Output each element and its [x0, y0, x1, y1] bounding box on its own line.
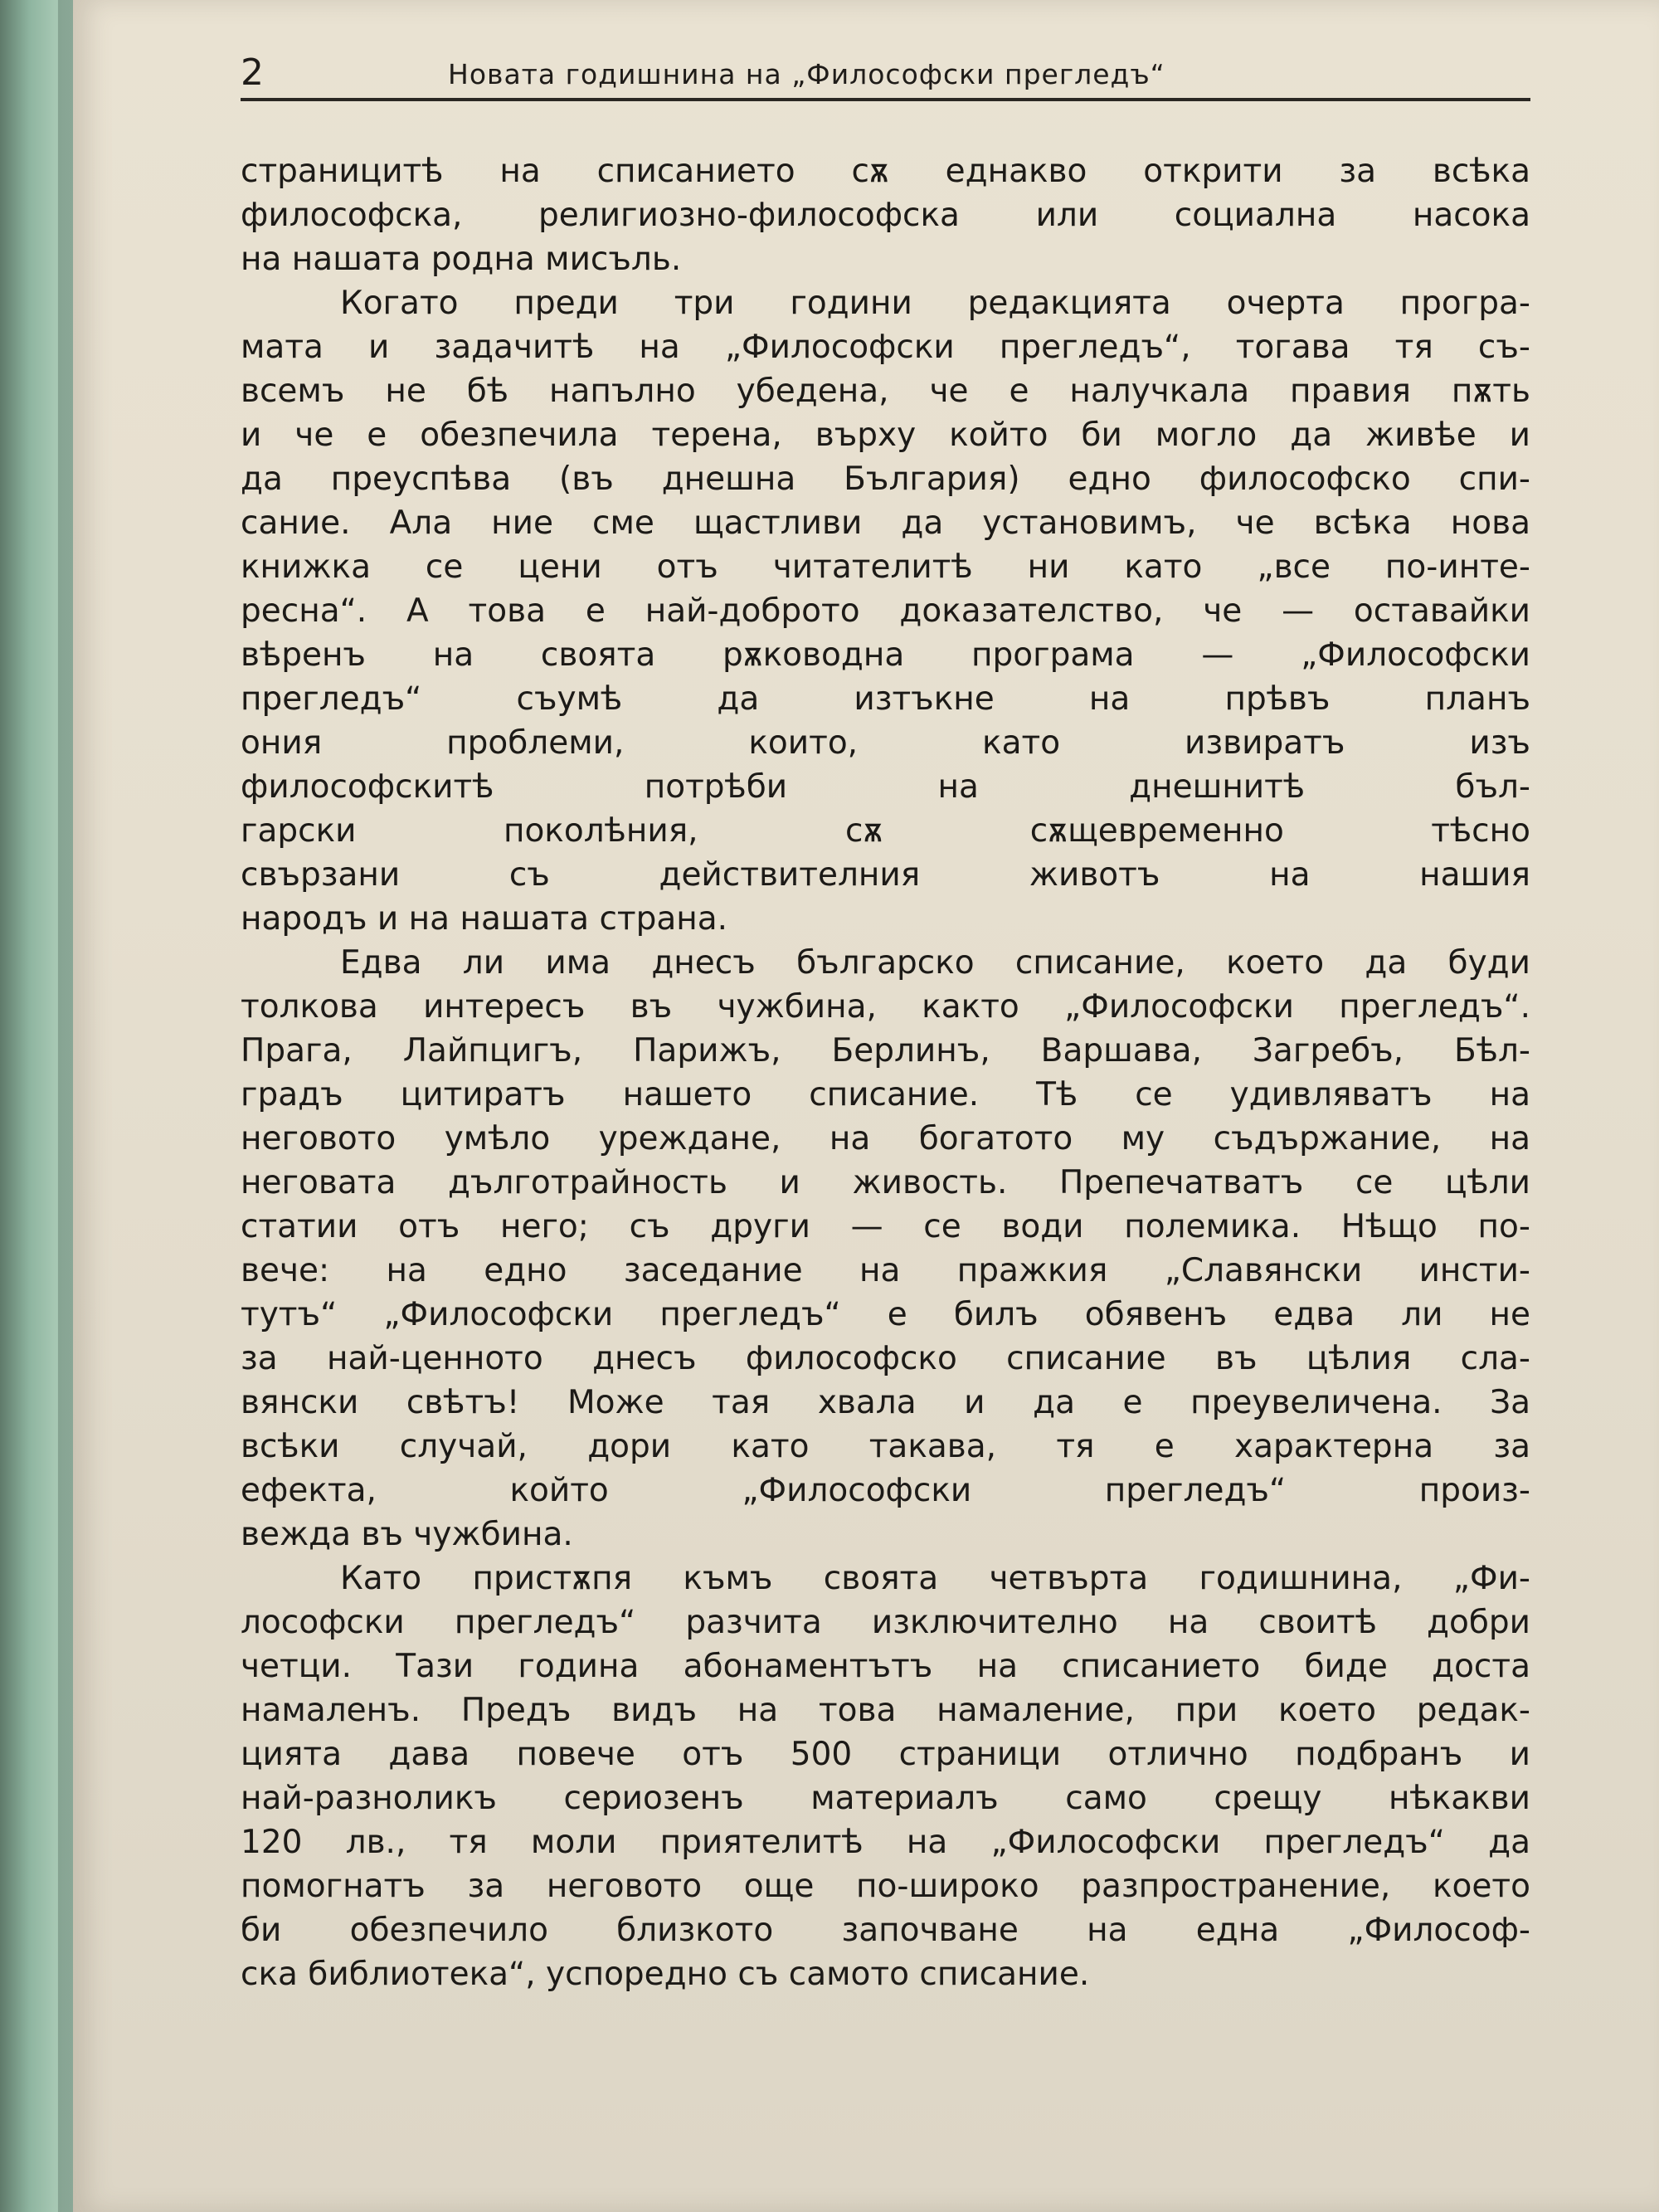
text-line: би обезпечило близкото започване на една „Философ-	[241, 1912, 1530, 1949]
text-line: за най-ценното днесъ философско списание въ цѣлия сла-	[241, 1340, 1530, 1377]
text-line: 120 лв., тя моли приятелитѣ на „Философски прегледъ“ да	[241, 1824, 1530, 1861]
text-line: най-разноликъ сериозенъ материалъ само срещу нѣкакви	[241, 1780, 1530, 1817]
text-line: всѣки случай, дори като такава, тя е характерна за	[241, 1428, 1530, 1465]
text-line: цията дава повече отъ 500 страници отлично подбранъ и	[241, 1736, 1530, 1773]
text-line: Едва ли има днесъ българско списание, което да буди	[340, 944, 1530, 982]
text-line: да преуспѣва (въ днешна България) едно философско спи-	[241, 460, 1530, 498]
text-line: неговата дълготрайность и живость. Препечатватъ се цѣли	[241, 1164, 1530, 1201]
page-number: 2	[241, 51, 264, 94]
text-line: мата и задачитѣ на „Философски прегледъ“, тогава тя съ-	[241, 329, 1530, 366]
running-head: Новата годишнина на „Философски прегледъ“	[448, 58, 1165, 90]
page-header	[241, 48, 1530, 101]
text-line: ефекта, който „Философски прегледъ“ произ-	[241, 1472, 1530, 1509]
text-line: толкова интересъ въ чужбина, както „Философски прегледъ“.	[241, 988, 1530, 1026]
text-line: неговото умѣло уреждане, на богатото му съдържание, на	[241, 1120, 1530, 1157]
body-text	[241, 149, 1530, 1996]
text-line: вече: на едно заседание на пражкия „Славянски инсти-	[241, 1252, 1530, 1289]
text-line: философскитѣ потрѣби на днешнитѣ бъл-	[241, 768, 1530, 806]
text-line: вежда въ чужбина.	[241, 1516, 573, 1553]
text-line: и че е обезпечила терена, върху който би могло да живѣе и	[241, 417, 1530, 454]
text-line: Като пристѫпя къмъ своята четвърта годишнина, „Фи-	[340, 1560, 1530, 1597]
text-line: гарски поколѣния, сѫ сѫщевременно тѣсно	[241, 812, 1530, 850]
text-line: намаленъ. Предъ видъ на това намаление, при което редак-	[241, 1692, 1530, 1729]
text-line: ония проблеми, които, като извиратъ изъ	[241, 724, 1530, 762]
text-line: страницитѣ на списанието сѫ еднакво открити за всѣка	[241, 153, 1530, 190]
text-line: лософски прегледъ“ разчита изключително на своитѣ добри	[241, 1604, 1530, 1641]
text-line: ресна“. А това е най-доброто доказателство, че — оставайки	[241, 592, 1530, 630]
text-line: всемъ не бѣ напълно убедена, че е налучкала правия пѫть	[241, 373, 1530, 410]
text-line: философска, религиозно-философска или социална насока	[241, 197, 1530, 234]
text-line: сание. Ала ние сме щастливи да установимъ, че всѣка нова	[241, 504, 1530, 542]
text-line: Когато преди три години редакцията очерта програ-	[340, 285, 1530, 322]
text-line: помогнатъ за неговото още по-широко разпространение, което	[241, 1868, 1530, 1905]
text-line: книжка се цени отъ читателитѣ ни като „все по-инте-	[241, 548, 1530, 586]
text-line: статии отъ него; съ други — се води полемика. Нѣщо по-	[241, 1208, 1530, 1245]
text-line: на нашата родна мисъль.	[241, 241, 682, 278]
text-line: прегледъ“ съумѣ да изтъкне на прѣвъ планъ	[241, 680, 1530, 718]
text-line: вѣренъ на своята рѫководна програма — „Философски	[241, 636, 1530, 674]
text-line: тутъ“ „Философски прегледъ“ е билъ обявенъ едва ли не	[241, 1296, 1530, 1333]
text-line: четци. Тази година абонаментътъ на списанието биде доста	[241, 1648, 1530, 1685]
text-line: вянски свѣтъ! Може тая хвала и да е преувеличена. За	[241, 1384, 1530, 1421]
text-line: народъ и на нашата страна.	[241, 900, 728, 938]
text-line: ска библиотека“, успоредно съ самото списание.	[241, 1956, 1090, 1993]
text-line: градъ цитиратъ нашето списание. Тѣ се удивляватъ на	[241, 1076, 1530, 1113]
text-line: Прага, Лайпцигъ, Парижъ, Берлинъ, Варшава, Загребъ, Бѣл-	[241, 1032, 1530, 1069]
text-line: свързани съ действителния животъ на нашия	[241, 856, 1530, 894]
